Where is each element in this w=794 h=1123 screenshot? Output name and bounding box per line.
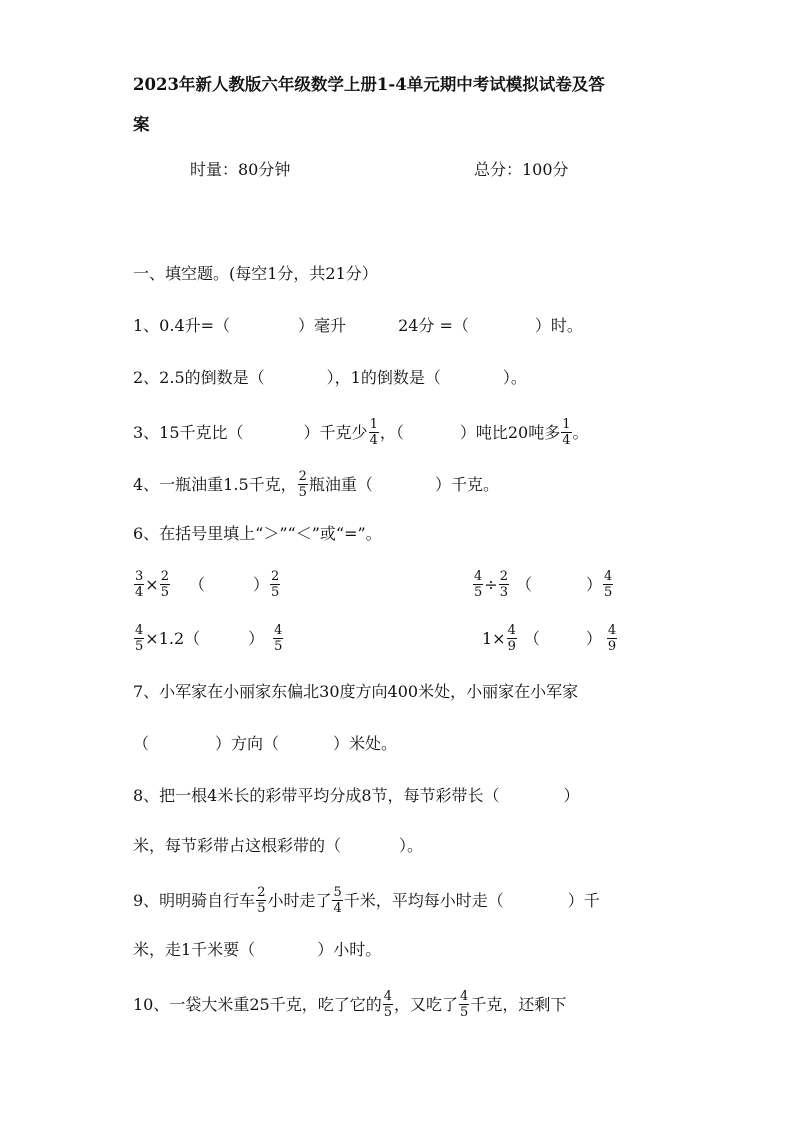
q2-text-c: ）。 [502,368,527,387]
q3-text-b: ）千克少 [303,422,368,442]
question-9-line-1: 9、明明骑自行车 $\frac{2}{5}$ 小时走了 $\frac{5}{4}$ 千米，平均每小时走（ ）千 [133,885,600,916]
question-4 [133,470,499,499]
question-3 [133,418,589,447]
q6-row-1-right: $\frac{4}{5}$ ÷ $\frac{2}{3}$ （ ） $\frac{4}{5}$ [474,569,613,600]
question-1 [133,316,583,336]
q1-text-d: ）时。 [534,316,583,335]
q6-row-2-left: $\frac{4}{5}$ ×1.2（ ） $\frac{4}{5}$ [135,623,283,654]
q1-text-c: 24分 =（ [398,316,469,335]
question-2 [133,368,527,388]
page-title-line-1: 2023年新人教版六年级数学上册1-4单元期中考试模拟试卷及答 [133,75,605,94]
section-heading: 一、填空题。(每空1分，共21分） [133,264,378,283]
q3-fraction-2: $\frac{1}{4}$ [562,417,571,448]
question-8-line-1: 8、把一根4米长的彩带平均分成8节，每节彩带长（ ） [133,786,580,805]
q4-fraction: $\frac{2}{5}$ [298,469,307,500]
question-9-line-2: 米，走1千米要（ ）小时。 [133,940,382,959]
q4-text-c: ）千克。 [434,474,499,494]
q2-text-b: ），1的倒数是（ [326,368,441,387]
q1-text-b: ）毫升 [298,316,347,335]
q6-row-1-left: $\frac{3}{4}$ × $\frac{2}{5}$ （ ） $\frac{2}{5}$ [135,569,280,600]
exam-time: 时量：80分钟 [190,160,291,179]
page-title-line-2: 案 [133,115,150,134]
q3-text-e: 。 [572,422,589,442]
question-10: 10、一袋大米重25千克，吃了它的 $\frac{4}{5}$ ，又吃了 $\frac{4}{5}$ 千克，还剩下 [133,989,567,1020]
question-7-line-2: （ ）方向（ ）米处。 [133,734,398,753]
question-8-line-2: 米，每节彩带占这根彩带的（ ）。 [133,836,424,855]
q4-text-a: 4、一瓶油重1.5千克， [133,474,297,494]
q4-text-b: 瓶油重（ [308,474,373,494]
q3-text-c: ，（ [379,422,404,442]
question-6: 6、在括号里填上“＞”“＜”或“=”。 [133,524,382,543]
q6-row-2-right: 1× $\frac{4}{9}$ （ ） $\frac{4}{9}$ [482,623,617,654]
q1-text-a: 1、0.4升=（ [133,316,231,335]
q3-text-d: ）吨比20吨多 [459,422,561,442]
q3-text-a: 3、15千克比（ [133,422,244,442]
q2-text-a: 2、2.5的倒数是（ [133,368,265,387]
q3-fraction-1: $\frac{1}{4}$ [369,417,378,448]
question-7-line-1: 7、小军家在小丽家东偏北30度方向400米处，小丽家在小军家 [133,682,579,701]
exam-total-score: 总分：100分 [474,160,569,179]
